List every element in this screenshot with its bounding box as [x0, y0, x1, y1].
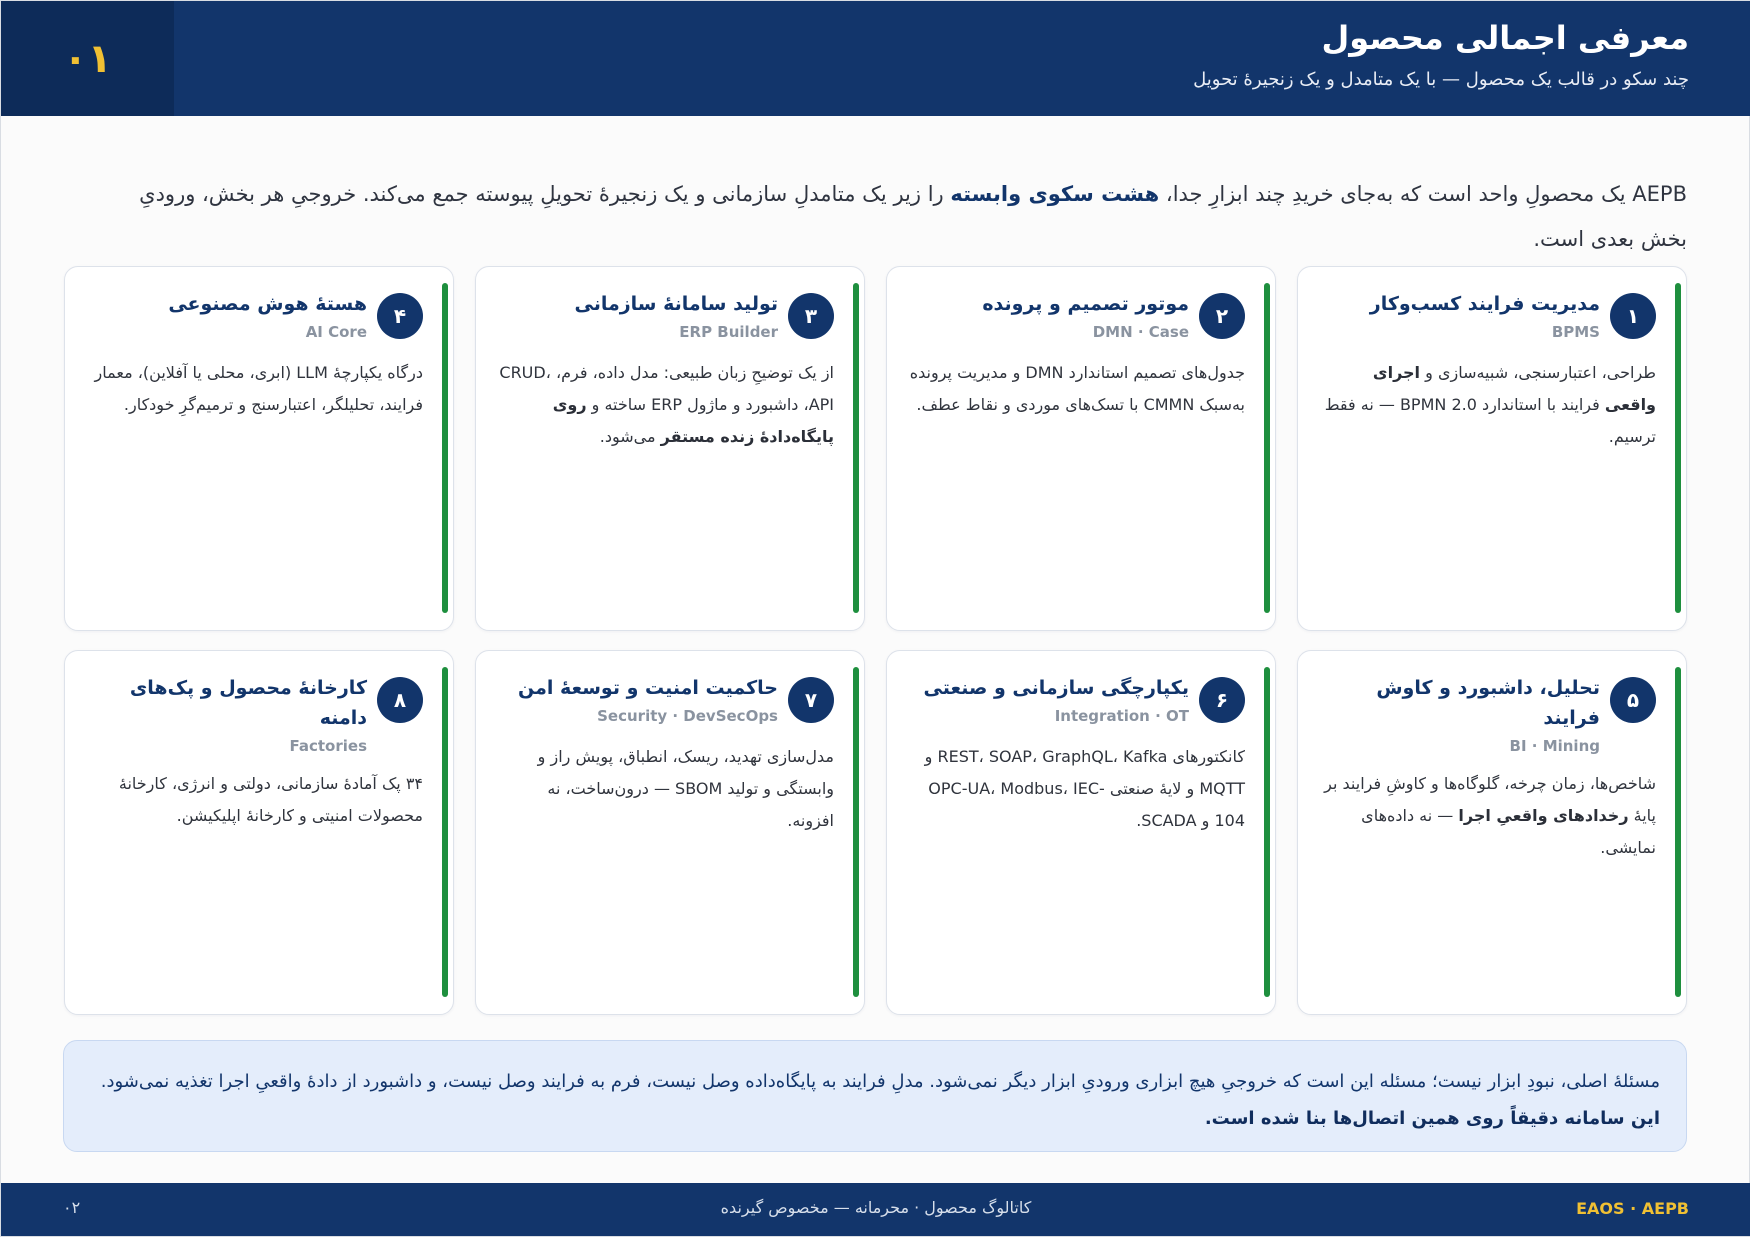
card-accent-bar: [1264, 283, 1270, 613]
card-header: [907, 673, 1245, 731]
card-titles: [496, 673, 778, 728]
card-bpms: [1297, 266, 1687, 631]
card-number: ۳: [788, 293, 834, 339]
card-number: ۵: [1610, 677, 1656, 723]
intro-text-start: AEPB یک محصولِ واحد است که به‌جای خریدِ چند ابزارِ جدا،: [1159, 182, 1687, 206]
card-description-text: شاخص‌ها، زمان چرخه، گلوگاه‌ها و کاوشِ فرایند بر پایهٔ: [1324, 774, 1656, 825]
intro-text-end: را زیر یک متامدلِ سازمانی و یک زنجیرهٔ تحویلِ پیوسته جمع می‌کند. خروجیِ هر بخش، ورودیِ بخش بعدی است.: [139, 182, 1687, 251]
card-header: [1318, 289, 1656, 347]
card-tag: BI · Mining: [1509, 737, 1600, 755]
card-header: [496, 289, 834, 347]
page-subtitle: چند سکو در قالب یک محصول — با یک متامدل و یک زنجیرهٔ تحویل: [1193, 69, 1689, 90]
card-description: [907, 357, 1245, 421]
card-accent-bar: [1264, 667, 1270, 997]
platform-cards-grid: [63, 266, 1687, 1015]
card-number: ۱: [1610, 293, 1656, 339]
card-description-text: طراحی، اعتبارسنجی، شبیه‌سازی و: [1420, 363, 1656, 382]
header-text: [269, 15, 1689, 95]
card-header: [1318, 673, 1656, 758]
card-description-emphasis: اجرای واقعی: [1372, 363, 1656, 414]
card-description-emphasis: رخدادهای واقعیِ اجرا: [1458, 806, 1629, 825]
card-titles: [85, 673, 367, 758]
card-accent-bar: [853, 283, 859, 613]
card-description-text: می‌شود.: [599, 427, 661, 446]
page-title: معرفی اجمالی محصول: [1321, 19, 1689, 57]
intro-emphasis: هشت سکوی وابسته: [950, 182, 1160, 206]
card-title: تحلیل، داشبورد و کاوش فرایند: [1376, 677, 1600, 729]
page-number: ۰۲: [63, 1198, 81, 1217]
card-title: حاکمیت امنیت و توسعهٔ امن: [517, 677, 778, 699]
card-title: یکپارچگی سازمانی و صنعتی: [923, 677, 1189, 699]
card-number: ۲: [1199, 293, 1245, 339]
card-header: [85, 673, 423, 758]
card-accent-bar: [442, 283, 448, 613]
card-tag: DMN · Case: [1092, 323, 1189, 341]
card-description: [85, 357, 423, 421]
card-tag: ERP Builder: [679, 323, 778, 341]
card-accent-bar: [853, 667, 859, 997]
section-badge: ۰۱: [1, 1, 174, 116]
card-accent-bar: [1675, 283, 1681, 613]
card-dmn-case: [886, 266, 1276, 631]
card-tag: AI Core: [305, 323, 367, 341]
note-emphasis: این سامانه دقیقاً روی همین اتصال‌ها بنا شده است.: [1204, 1108, 1660, 1129]
footer-confidentiality: کاتالوگ محصول · محرمانه — مخصوص گیرنده: [720, 1198, 1032, 1217]
card-description: [1318, 357, 1656, 453]
card-description: [496, 741, 834, 837]
card-header: [907, 289, 1245, 347]
card-description-text: از یک توضیحِ زبان طبیعی: مدل داده، فرم، CRUD، API، داشبورد و ماژول ERP ساخته و: [499, 363, 834, 414]
card-tag: Factories: [289, 737, 367, 755]
page-header: [1, 1, 1750, 116]
card-description-text: کانکتورهای REST، SOAP، GraphQL، Kafka و MQTT و لایهٔ صنعتی OPC-UA، Modbus، IEC-104 و SCADA.: [924, 747, 1245, 830]
card-description-text: ۳۴ پک آمادهٔ سازمانی، دولتی و انرژی، کارخانهٔ محصولات امنیتی و کارخانهٔ اپلیکیشن.: [118, 774, 423, 825]
card-tag: BPMS: [1551, 323, 1600, 341]
card-titles: [907, 673, 1189, 728]
card-number: ۴: [377, 293, 423, 339]
card-accent-bar: [442, 667, 448, 997]
card-header: [85, 289, 423, 347]
card-description-text: جدول‌های تصمیم استاندارد DMN و مدیریت پرونده به‌سبک CMMN با تسک‌های موردی و نقاط عطف.: [909, 363, 1245, 414]
card-description-text: فرایند با استاندارد BPMN 2.0 — نه فقط ترسیم.: [1324, 395, 1656, 446]
card-ai-core: [64, 266, 454, 631]
card-factories: [64, 650, 454, 1015]
card-titles: [1318, 289, 1600, 344]
card-number: ۷: [788, 677, 834, 723]
card-titles: [496, 289, 778, 344]
card-description-text: درگاه یکپارچهٔ LLM (ابری، محلی یا آفلاین)، معمار فرایند، تحلیلگر، اعتبارسنج و ترمیم‌گرِ خودکار.: [94, 363, 423, 414]
card-description-emphasis: روی پایگاه‌دادهٔ زنده مستقر: [552, 395, 834, 446]
card-title: تولید سامانهٔ سازمانی: [574, 293, 778, 315]
card-titles: [1318, 673, 1600, 758]
card-tag: Integration · OT: [1054, 707, 1189, 725]
card-title: موتور تصمیم و پرونده: [982, 293, 1189, 315]
key-insight-note: [63, 1040, 1687, 1152]
card-accent-bar: [1675, 667, 1681, 997]
note-text: مسئلهٔ اصلی، نبودِ ابزار نیست؛ مسئله این است که خروجیِ هیچ ابزاری ورودیِ ابزار دیگر نمی‌شود. مدلِ فرایند به پایگاه‌داده وصل نیست، فرم به فرایند وصل نیست، و داشبورد از دادهٔ واقعیِ اجرا تغذیه نمی‌شود.: [100, 1071, 1660, 1092]
card-integration-ot: [886, 650, 1276, 1015]
card-description: [1318, 768, 1656, 864]
card-security-devsecops: [475, 650, 865, 1015]
intro-paragraph: [97, 172, 1687, 262]
card-title: مدیریت فرایند کسب‌وکار: [1369, 293, 1600, 315]
card-number: ۸: [377, 677, 423, 723]
card-description: [496, 357, 834, 453]
card-header: [496, 673, 834, 731]
card-number: ۶: [1199, 677, 1245, 723]
card-tag: Security · DevSecOps: [597, 707, 778, 725]
card-titles: [907, 289, 1189, 344]
card-title: کارخانهٔ محصول و پک‌های دامنه: [129, 677, 367, 729]
card-description-text: مدل‌سازی تهدید، ریسک، انطباق، پویش راز و وابستگی و تولید SBOM — درون‌ساخت، نه افزونه.: [537, 747, 834, 830]
card-description: [907, 741, 1245, 837]
card-bi-mining: [1297, 650, 1687, 1015]
card-titles: [85, 289, 367, 344]
card-title: هستهٔ هوش مصنوعی: [168, 293, 367, 315]
page-footer: [1, 1183, 1750, 1236]
card-erp-builder: [475, 266, 865, 631]
card-description: [85, 768, 423, 832]
footer-brand: EAOS · AEPB: [1576, 1199, 1689, 1218]
card-description-text: — نه داده‌های نمایشی.: [1361, 806, 1656, 857]
